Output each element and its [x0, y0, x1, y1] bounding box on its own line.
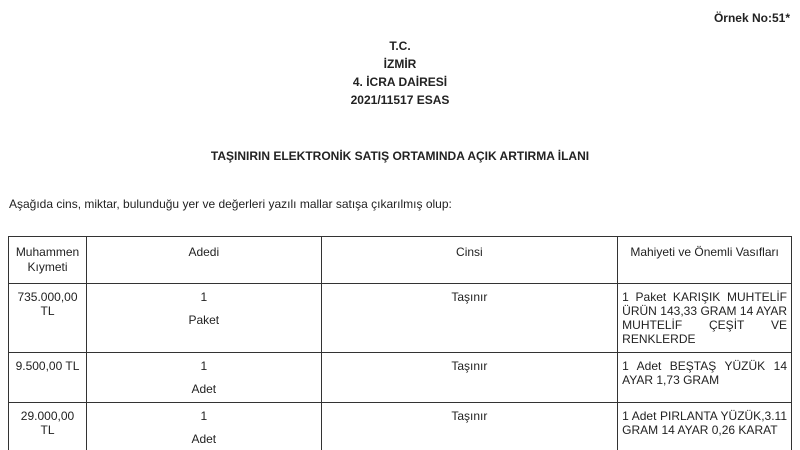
- document-header: [0, 37, 800, 109]
- row-quantity: 1: [200, 409, 208, 423]
- table-row: [9, 353, 792, 403]
- header-value: Muhammen Kıymeti: [9, 237, 87, 284]
- row-kind: Taşınır: [321, 403, 618, 450]
- row-quantity: 1: [200, 359, 208, 373]
- form-number: Örnek No:51*: [713, 11, 790, 25]
- notice-title: TAŞINIRIN ELEKTRONİK SATIŞ ORTAMINDA AÇIK ARTIRMA İLANI: [210, 149, 590, 163]
- table-row: [9, 403, 792, 450]
- intro-text: Aşağıda cins, miktar, bulunduğu yer ve değerleri yazılı mallar satışa çıkarılmış olup:: [9, 197, 452, 211]
- row-quantity: 1: [200, 290, 208, 304]
- header-city: İZMİR: [383, 57, 417, 71]
- row-quantity-cell: [86, 403, 321, 450]
- row-description: 1 Adet BEŞTAŞ YÜZÜK 14 AYAR 1,73 GRAM: [618, 353, 792, 403]
- header-office: 4. İCRA DAİRESİ: [352, 75, 448, 89]
- row-value: 29.000,00 TL: [9, 403, 87, 450]
- row-kind: Taşınır: [321, 353, 618, 403]
- table-header-row: [9, 237, 792, 284]
- row-description: 1 Adet PIRLANTA YÜZÜK,3.11 GRAM 14 AYAR 0,26 KARAT: [618, 403, 792, 450]
- row-value: 735.000,00 TL: [9, 284, 87, 353]
- row-quantity-cell: [86, 284, 321, 353]
- header-description: Mahiyeti ve Önemli Vasıfları: [618, 237, 792, 284]
- lots-table: [8, 236, 792, 450]
- row-unit: Adet: [191, 432, 217, 446]
- header-country: T.C.: [389, 39, 411, 53]
- header-case-number: 2021/11517 ESAS: [350, 93, 450, 107]
- header-quantity: Adedi: [86, 237, 321, 284]
- row-quantity-cell: [86, 353, 321, 403]
- row-description: 1 Paket KARIŞIK MUHTELİF ÜRÜN 143,33 GRAM 14 AYAR MUHTELİF ÇEŞİT VE RENKLERDE: [618, 284, 792, 353]
- row-value: 9.500,00 TL: [9, 353, 87, 403]
- table-row: [9, 284, 792, 353]
- row-unit: Paket: [188, 313, 220, 327]
- header-kind: Cinsi: [321, 237, 618, 284]
- row-unit: Adet: [191, 382, 217, 396]
- row-kind: Taşınır: [321, 284, 618, 353]
